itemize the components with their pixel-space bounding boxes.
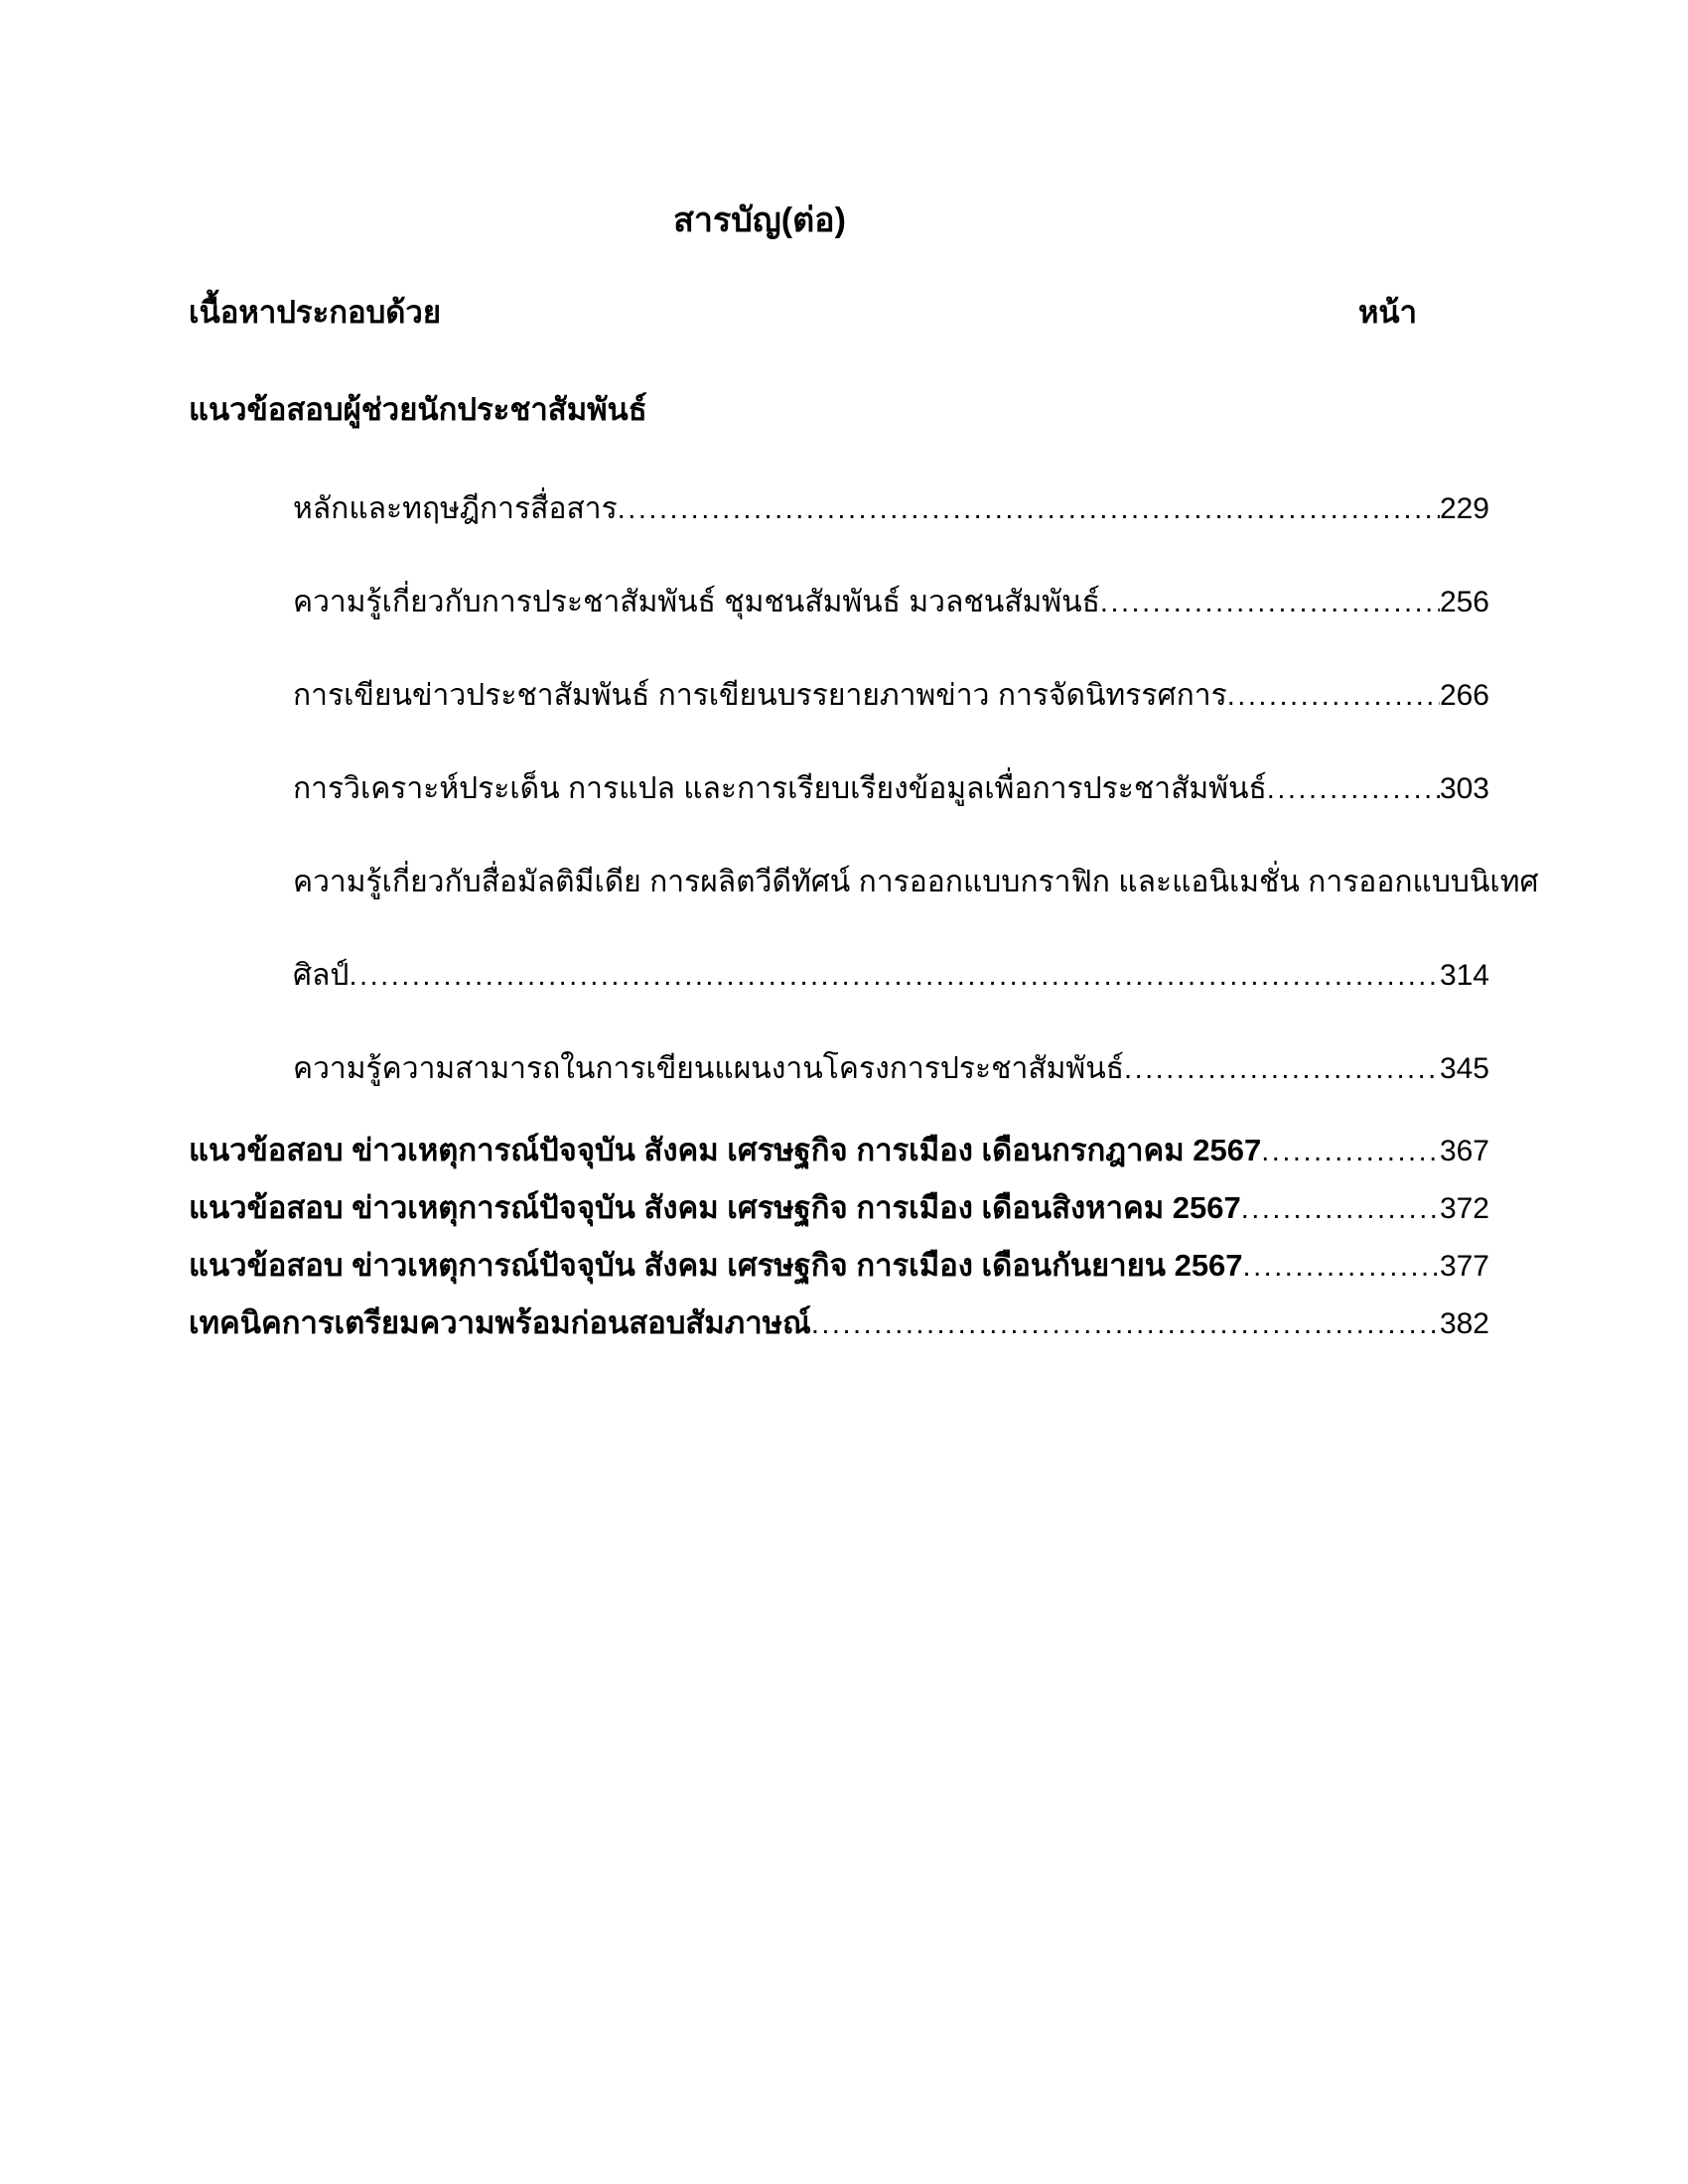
dot-leader [1261,1132,1440,1171]
toc-entry-text: ความรู้ความสามารถในการเขียนแผนงานโครงการประชาสัมพันธ์ [293,1052,1125,1085]
toc-entry-page: 303 [1439,772,1489,805]
exam-entry-page: 367 [1439,1135,1489,1167]
dot-leader [811,1304,1440,1344]
toc-entry-text: การวิเคราะห์ประเด็น การแปล และการเรียบเรียงข้อมูลเพื่อการประชาสัมพันธ์ [293,772,1267,805]
dot-leader [618,489,1440,529]
toc-entry-page: 256 [1439,586,1489,618]
exam-entry-page: 372 [1439,1192,1489,1225]
dot-leader [1241,1189,1440,1229]
toc-entry-row [189,583,1489,622]
exam-entry-row [189,1246,1489,1286]
dot-leader [1243,1247,1440,1287]
toc-entry-page: 314 [1439,959,1489,992]
toc-entry-list [189,489,1539,1089]
exam-entry-page: 377 [1439,1250,1489,1283]
exam-entry-row [189,1131,1489,1170]
exam-entry-text: เทคนิคการเตรียมความพร้อมก่อนสอบสัมภาษณ์ [189,1305,811,1340]
dot-leader [1124,1049,1440,1089]
toc-entry-row [189,676,1489,716]
exam-entry-list [189,1131,1489,1343]
dot-leader [1267,769,1440,809]
toc-entry-row-wrap-line [189,863,1539,902]
toc-entry-page: 266 [1439,679,1489,712]
toc-entry-text: หลักและทฤษฎีการสื่อสาร [293,492,618,525]
toc-entry-text: ความรู้เกี่ยวกับสื่อมัลติมีเดีย การผลิตวีดีทัศน์ การออกแบบกราฟิก และแอนิเมชั่น การออกแบบนิเทศ [293,866,1539,898]
toc-entry-row [189,956,1489,996]
toc-entry-row [189,769,1489,809]
toc-entry-row [189,1049,1489,1089]
toc-entry-text: ศิลป์ [293,959,350,992]
exam-entry-row [189,1188,1489,1228]
toc-header-row [189,291,1489,335]
exam-entry-text: แนวข้อสอบ ข่าวเหตุการณ์ปัจจุบัน สังคม เศรษฐกิจ การเมือง เดือนกรกฎาคม 2567 [189,1133,1262,1167]
exam-entry-text: แนวข้อสอบ ข่าวเหตุการณ์ปัจจุบัน สังคม เศรษฐกิจ การเมือง เดือนสิงหาคม 2567 [189,1190,1241,1225]
page-column-header: หน้า [1357,295,1417,330]
toc-entry-text: การเขียนข่าวประชาสัมพันธ์ การเขียนบรรยายภาพข่าว การจัดนิทรรศการ [293,679,1227,712]
dot-leader [1100,583,1440,622]
page-title: สารบัญ(ต่อ) [673,202,846,239]
exam-entry-page: 382 [1439,1307,1489,1340]
toc-entry-row [189,489,1489,529]
section-heading: แนวข้อสอบผู้ช่วยนักประชาสัมพันธ์ [189,392,647,427]
toc-entry-page: 345 [1439,1052,1489,1085]
exam-entry-row [189,1303,1489,1343]
dot-leader [1227,676,1440,716]
content-column-header: เนื้อหาประกอบด้วย [189,295,441,330]
toc-entry-page: 229 [1439,492,1489,525]
dot-leader [349,956,1439,996]
toc-entry-text: ความรู้เกี่ยวกับการประชาสัมพันธ์ ชุมชนสัมพันธ์ มวลชนสัมพันธ์ [293,586,1100,618]
exam-entry-text: แนวข้อสอบ ข่าวเหตุการณ์ปัจจุบัน สังคม เศรษฐกิจ การเมือง เดือนกันยายน 2567 [189,1248,1243,1283]
